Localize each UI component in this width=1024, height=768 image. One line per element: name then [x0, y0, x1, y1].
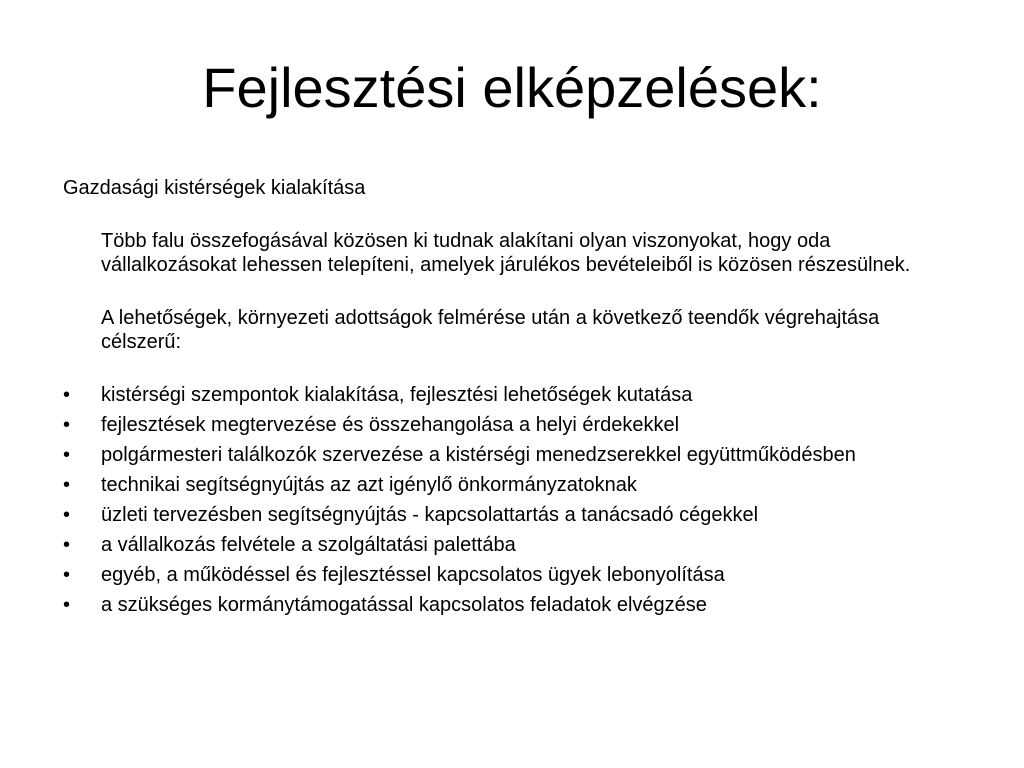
bullet-item-text: üzleti tervezésben segítségnyújtás - kapcsolattartás a tanácsadó cégekkel: [101, 504, 759, 526]
section-subheading: Gazdasági kistérségek kialakítása: [63, 177, 366, 199]
bullet-icon: •: [63, 504, 71, 526]
bullet-item-text: technikai segítségnyújtás az azt igénylő önkormányzatoknak: [101, 474, 637, 496]
bullet-icon: •: [63, 384, 71, 406]
paragraph-next-steps: A lehetőségek, környezeti adottságok felmérése után a következő teendők végrehajtása célszerű:: [101, 307, 880, 353]
slide-title: Fejlesztési elképzelések:: [202, 56, 822, 119]
bullet-icon: •: [63, 444, 71, 466]
bullet-item: [63, 473, 963, 497]
bullet-item: [63, 533, 963, 557]
bullet-icon: •: [63, 474, 71, 496]
paragraph-cooperation: Több falu összefogásával közösen ki tudnak alakítani olyan viszonyokat, hogy oda vállalkozásokat lehessen telepíteni, amelyek járulékos bevételeiből is közösen részesülnek.: [101, 230, 911, 276]
task-bullet-list: [63, 383, 963, 617]
bullet-item: [63, 503, 963, 527]
bullet-icon: •: [63, 534, 71, 556]
bullet-item-text: a vállalkozás felvétele a szolgáltatási palettába: [101, 534, 516, 556]
bullet-item: [63, 413, 963, 437]
bullet-item: [63, 563, 963, 587]
bullet-item: [63, 593, 963, 617]
bullet-item-text: fejlesztések megtervezése és összehangolása a helyi érdekekkel: [101, 414, 680, 436]
bullet-icon: •: [63, 564, 71, 586]
bullet-item: [63, 443, 963, 467]
bullet-item-text: a szükséges kormánytámogatással kapcsolatos feladatok elvégzése: [101, 594, 707, 616]
bullet-item-text: kistérségi szempontok kialakítása, fejlesztési lehetőségek kutatása: [101, 384, 693, 406]
slide-body: [63, 176, 963, 623]
bullet-icon: •: [63, 414, 71, 436]
bullet-item-text: egyéb, a működéssel és fejlesztéssel kapcsolatos ügyek lebonyolítása: [101, 564, 725, 586]
bullet-item: [63, 383, 963, 407]
bullet-item-text: polgármesteri találkozók szervezése a kistérségi menedzserekkel együttműködésben: [101, 444, 856, 466]
bullet-icon: •: [63, 594, 71, 616]
